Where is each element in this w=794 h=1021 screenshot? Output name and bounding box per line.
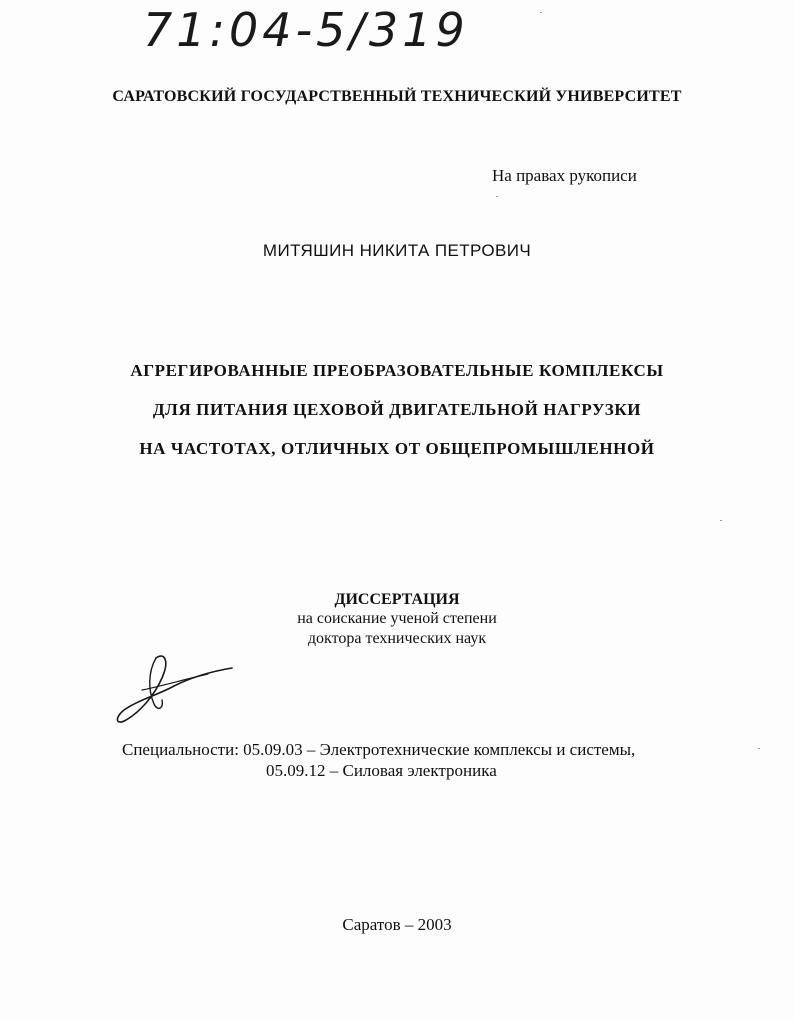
scan-speck	[758, 748, 760, 749]
city-and-year: Саратов – 2003	[342, 915, 452, 934]
dissertation-title-line: ДЛЯ ПИТАНИЯ ЦЕХОВОЙ ДВИГАТЕЛЬНОЙ НАГРУЗКИ	[152, 400, 642, 419]
university-name: САРАТОВСКИЙ ГОСУДАРСТВЕННЫЙ ТЕХНИЧЕСКИЙ УНИВЕРСИТЕТ	[112, 88, 682, 105]
author-name: МИТЯШИН НИКИТА ПЕТРОВИЧ	[262, 241, 532, 260]
scan-speck	[496, 196, 498, 197]
manuscript-rights-note: На правах рукописи	[492, 166, 637, 185]
document-type: ДИССЕРТАЦИЯ	[334, 591, 460, 608]
degree-line: на соискание ученой степени	[297, 610, 497, 627]
signature	[112, 650, 242, 730]
handwritten-catalog-number	[135, 2, 475, 60]
degree-line: доктора технических наук	[307, 630, 487, 647]
dissertation-title-line: НА ЧАСТОТАХ, ОТЛИЧНЫХ ОТ ОБЩЕПРОМЫШЛЕННОЙ	[139, 439, 655, 458]
specialty-line: Специальности: 05.09.03 – Электротехнические комплексы и системы,	[122, 740, 636, 759]
scan-speck	[720, 520, 722, 521]
svg-text:71:04-5/319: 71:04-5/319	[143, 3, 469, 57]
dissertation-title-line: АГРЕГИРОВАННЫЕ ПРЕОБРАЗОВАТЕЛЬНЫЕ КОМПЛЕКСЫ	[130, 361, 664, 380]
scan-speck	[540, 12, 542, 13]
specialty-line: 05.09.12 – Силовая электроника	[266, 761, 497, 780]
